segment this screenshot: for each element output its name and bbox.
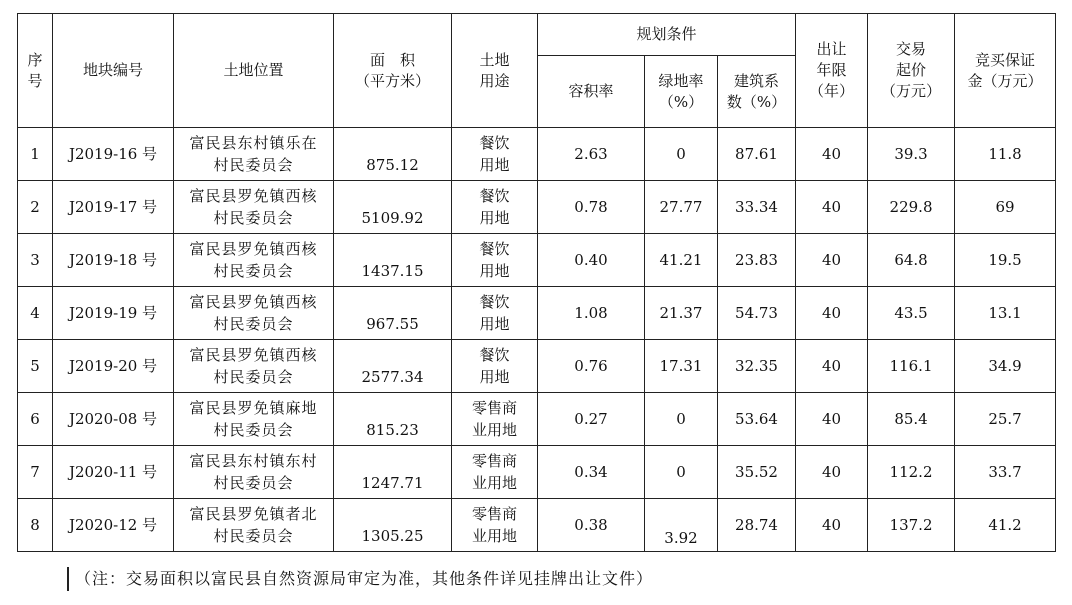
cell-location-line-2: 村民委员会 [213,156,294,174]
cell-deposit: 69 [955,181,1056,234]
cell-far: 0.78 [538,181,645,234]
cell-plot-no: J2019-19 号 [53,287,174,340]
cell-use-line-1: 零售商 [471,399,517,417]
cell-location-line-2: 村民委员会 [213,421,294,439]
header-seq-line-2: 号 [27,71,43,90]
cell-seq: 1 [18,128,53,181]
cell-coverage: 23.83 [718,234,796,287]
cell-location-line-1: 富民县罗免镇麻地 [189,399,318,417]
cell-location-line-1: 富民县罗免镇西核 [189,293,318,311]
cell-area [334,181,452,234]
cell-seq: 5 [18,340,53,393]
table-row [18,499,1056,552]
cell-term: 40 [796,499,868,552]
cell-area-value: 5109.92 [361,209,424,227]
header-seq [18,14,53,128]
cell-location [174,234,334,287]
cell-area [334,128,452,181]
cell-location [174,340,334,393]
cell-green: 21.37 [645,287,718,340]
cell-start-price: 137.2 [868,499,955,552]
cell-start-price: 39.3 [868,128,955,181]
table-header [18,14,1056,128]
cell-plot-no: J2020-08 号 [53,393,174,446]
cell-plot-no: J2019-18 号 [53,234,174,287]
cell-area-value: 2577.34 [361,368,424,386]
cell-location-line-1: 富民县罗免镇西核 [189,346,318,364]
header-area-line-1: 面 积 [369,50,415,69]
cell-use-line-2: 业用地 [471,421,517,439]
header-use-line-2: 用途 [479,71,510,90]
cell-green: 41.21 [645,234,718,287]
cell-location-line-2: 村民委员会 [213,209,294,227]
cell-seq: 7 [18,446,53,499]
cell-location-line-2: 村民委员会 [213,368,294,386]
cell-location [174,393,334,446]
cell-start-price: 43.5 [868,287,955,340]
cell-start-price: 229.8 [868,181,955,234]
cell-term: 40 [796,128,868,181]
cell-area [334,234,452,287]
cell-use-line-1: 零售商 [471,452,517,470]
cell-far: 0.76 [538,340,645,393]
cell-location-line-2: 村民委员会 [213,262,294,280]
cell-location-line-1: 富民县东村镇乐在 [189,134,318,152]
cell-seq: 8 [18,499,53,552]
cell-area [334,340,452,393]
cell-term: 40 [796,234,868,287]
header-plot-no: 地块编号 [53,14,174,128]
cell-far: 0.27 [538,393,645,446]
cell-green: 0 [645,446,718,499]
cell-use [452,181,538,234]
table-row [18,181,1056,234]
cell-seq: 4 [18,287,53,340]
cell-green: 0 [645,128,718,181]
cell-use [452,340,538,393]
table-row [18,287,1056,340]
cell-use-line-2: 用地 [479,156,510,174]
cell-use-line-2: 用地 [479,209,510,227]
cell-use-line-1: 餐饮 [479,187,510,205]
cell-seq: 3 [18,234,53,287]
cell-use [452,287,538,340]
header-deposit [955,14,1056,128]
header-term-line-3: （年） [809,82,855,100]
cell-green [645,499,718,552]
table-row [18,446,1056,499]
header-start-price-line-1: 交易 [896,40,927,58]
cell-plot-no: J2019-16 号 [53,128,174,181]
header-green-line-1: 绿地率 [658,71,704,90]
header-term [796,14,868,128]
table-row [18,340,1056,393]
header-term-line-1: 出让 [816,40,847,58]
header-green-line-2: （%） [658,92,704,111]
cell-area [334,499,452,552]
cell-start-price: 85.4 [868,393,955,446]
cell-use-line-2: 业用地 [471,527,517,545]
cell-green: 17.31 [645,340,718,393]
cell-location-line-2: 村民委员会 [213,527,294,545]
header-planning: 规划条件 [538,14,796,56]
land-listing-table [17,13,1056,552]
cell-use [452,499,538,552]
cell-seq: 2 [18,181,53,234]
cell-deposit: 19.5 [955,234,1056,287]
cell-area-value: 1437.15 [361,262,424,280]
cell-coverage: 35.52 [718,446,796,499]
cell-green: 0 [645,393,718,446]
cell-location [174,446,334,499]
cell-area [334,393,452,446]
cell-deposit: 34.9 [955,340,1056,393]
cell-deposit: 41.2 [955,499,1056,552]
cell-location-line-1: 富民县东村镇东村 [189,452,318,470]
cell-plot-no: J2019-20 号 [53,340,174,393]
table-body [18,128,1056,552]
cell-term: 40 [796,393,868,446]
table-row [18,234,1056,287]
header-start-price [868,14,955,128]
cell-plot-no: J2019-17 号 [53,181,174,234]
header-deposit-line-1: 竞买保证 [975,50,1036,69]
cell-area-value: 875.12 [366,156,419,174]
header-coverage [718,56,796,128]
header-term-line-2: 年限 [816,61,847,79]
header-use-line-1: 土地 [479,50,510,69]
cell-plot-no: J2020-12 号 [53,499,174,552]
cell-coverage: 53.64 [718,393,796,446]
header-location: 土地位置 [174,14,334,128]
cell-use-line-2: 用地 [479,262,510,280]
cell-area-value: 1305.25 [361,527,424,545]
cell-area [334,446,452,499]
cell-coverage: 54.73 [718,287,796,340]
cell-location [174,499,334,552]
cell-far: 2.63 [538,128,645,181]
cell-term: 40 [796,340,868,393]
header-seq-line-1: 序 [27,50,43,69]
table-row [18,393,1056,446]
cell-green: 27.77 [645,181,718,234]
cell-use-line-2: 业用地 [471,474,517,492]
cell-term: 40 [796,446,868,499]
cell-location-line-1: 富民县罗免镇者北 [189,505,318,523]
cell-coverage: 87.61 [718,128,796,181]
cell-location [174,181,334,234]
cell-location-line-2: 村民委员会 [213,315,294,333]
cell-use-line-1: 餐饮 [479,293,510,311]
cell-far: 0.34 [538,446,645,499]
cell-use-line-1: 餐饮 [479,134,510,152]
cell-start-price: 112.2 [868,446,955,499]
cell-location [174,128,334,181]
cell-deposit: 11.8 [955,128,1056,181]
cell-use-line-1: 餐饮 [479,240,510,258]
cell-green-value: 3.92 [664,529,698,547]
cell-plot-no: J2020-11 号 [53,446,174,499]
cell-deposit: 33.7 [955,446,1056,499]
cell-location-line-2: 村民委员会 [213,474,294,492]
cell-term: 40 [796,287,868,340]
cell-use-line-1: 餐饮 [479,346,510,364]
cell-use [452,234,538,287]
cell-start-price: 64.8 [868,234,955,287]
cell-far: 0.40 [538,234,645,287]
cell-use-line-1: 零售商 [471,505,517,523]
cell-coverage: 33.34 [718,181,796,234]
cell-use [452,446,538,499]
header-far: 容积率 [538,56,645,128]
cell-start-price: 116.1 [868,340,955,393]
footnote: （注：交易面积以富民县自然资源局审定为准，其他条件详见挂牌出让文件） [67,567,653,591]
cell-far: 1.08 [538,287,645,340]
cell-location-line-1: 富民县罗免镇西核 [189,187,318,205]
cell-area-value: 815.23 [366,421,419,439]
cell-term: 40 [796,181,868,234]
header-use [452,14,538,128]
header-green [645,56,718,128]
header-area [334,14,452,128]
table-row [18,128,1056,181]
header-coverage-line-2: 数（%） [726,92,787,111]
cell-use-line-2: 用地 [479,368,510,386]
cell-use-line-2: 用地 [479,315,510,333]
cell-coverage: 28.74 [718,499,796,552]
cell-location-line-1: 富民县罗免镇西核 [189,240,318,258]
cell-area [334,287,452,340]
header-coverage-line-1: 建筑系 [734,71,780,90]
cell-far: 0.38 [538,499,645,552]
cell-deposit: 13.1 [955,287,1056,340]
cell-use [452,128,538,181]
header-deposit-line-2: 金（万元） [967,71,1043,90]
cell-coverage: 32.35 [718,340,796,393]
cell-deposit: 25.7 [955,393,1056,446]
header-start-price-line-2: 起价 [896,61,927,79]
header-area-line-2: （平方米） [354,71,430,90]
cell-area-value: 967.55 [366,315,419,333]
cell-seq: 6 [18,393,53,446]
cell-area-value: 1247.71 [361,474,424,492]
cell-location [174,287,334,340]
cell-use [452,393,538,446]
header-start-price-line-3: （万元） [881,82,942,100]
